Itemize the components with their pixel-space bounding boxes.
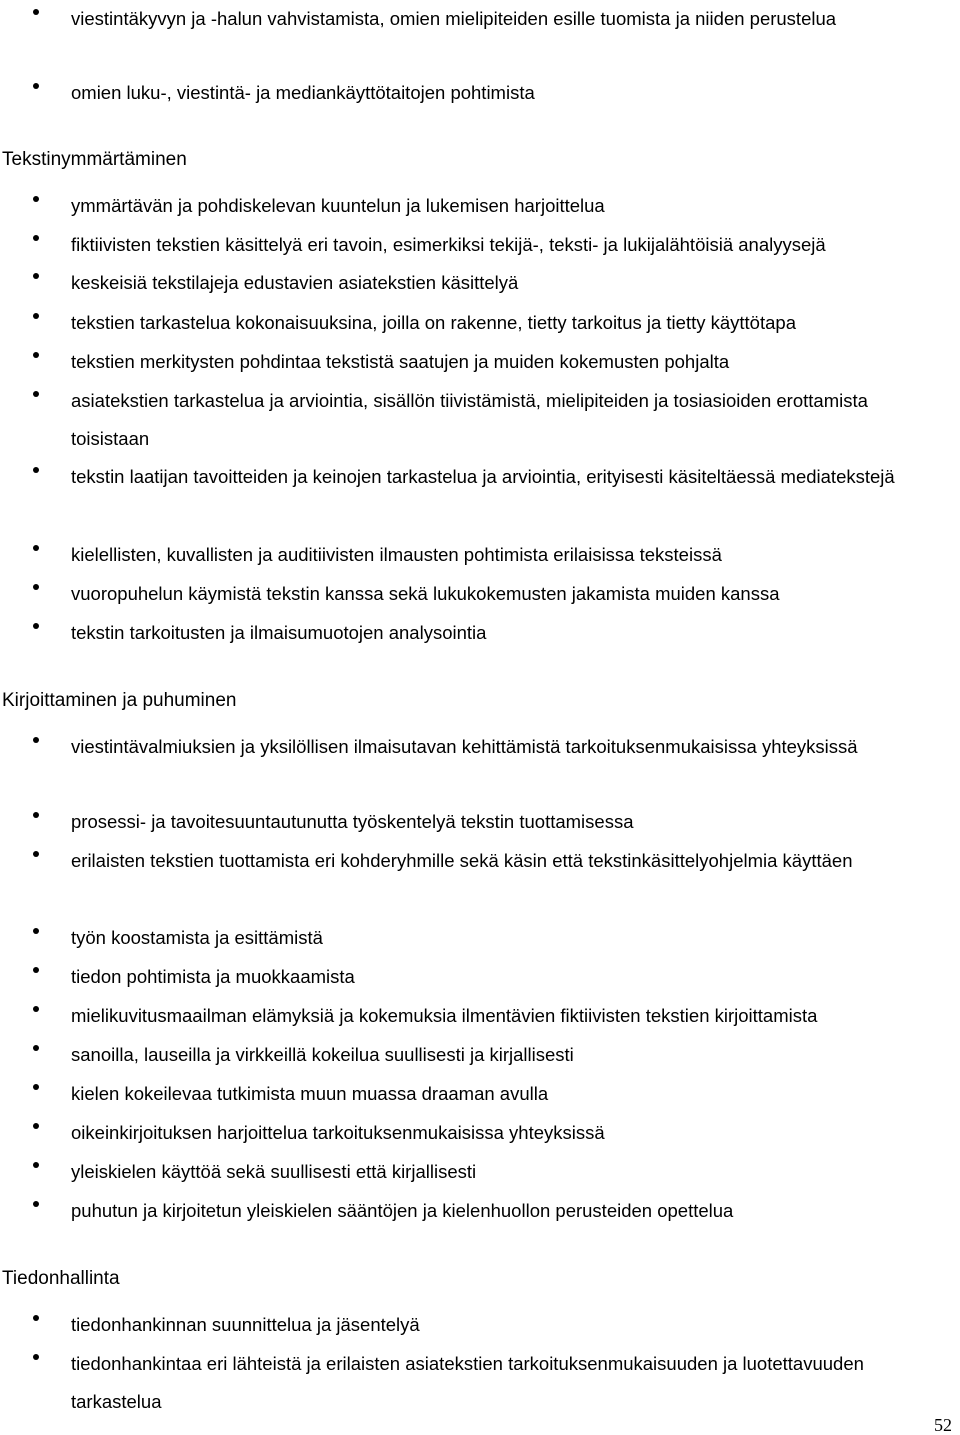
bullet-icon [33,545,39,551]
list-item-text: tekstin tarkoitusten ja ilmaisumuotojen analysointia [71,622,487,643]
bullet-icon [33,1045,39,1051]
bullet-icon [33,851,39,857]
bullet-icon [33,1354,39,1360]
bullet-icon [33,1123,39,1129]
bullet-icon [33,737,39,743]
list-item-text: viestintäkyvyn ja -halun vahvistamista, omien mielipiteiden esille tuomista ja niiden perustelua [71,8,837,29]
list-item-text: viestintävalmiuksien ja yksilöllisen ilmaisutavan kehittämistä tarkoituksenmukaisissa yhteyksissä [71,736,858,757]
section-heading: Tiedonhallinta [2,1268,120,1289]
list-item-text: asiatekstien tarkastelua ja arviointia, sisällön tiivistämistä, mielipiteiden ja tosiasioiden erottamista toisistaan [71,390,868,449]
list-item-text: tekstien merkitysten pohdintaa tekstistä saatujen ja muiden kokemusten pohjalta [71,351,730,372]
list-item-text: oikeinkirjoituksen harjoittelua tarkoituksenmukaisissa yhteyksissä [71,1122,605,1143]
list-item-text: mielikuvitusmaailman elämyksiä ja kokemuksia ilmentävien fiktiivisten tekstien kirjoittamista [71,1005,818,1026]
bullet-icon [33,9,39,15]
list-item-text: puhutun ja kirjoitetun yleiskielen sääntöjen ja kielenhuollon perusteiden opettelua [71,1200,734,1221]
list-item-text: ymmärtävän ja pohdiskelevan kuuntelun ja lukemisen harjoittelua [71,195,605,216]
bullet-icon [33,584,39,590]
bullet-icon [33,391,39,397]
list-item-text: tekstin laatijan tavoitteiden ja keinojen tarkastelua ja arviointia, erityisesti käsiteltäessä mediatekstejä [71,466,895,487]
bullet-icon [33,623,39,629]
bullet-icon [33,83,39,89]
bullet-icon [33,1162,39,1168]
bullet-icon [33,352,39,358]
list-item-text: työn koostamista ja esittämistä [71,927,323,948]
list-item-text: fiktiivisten tekstien käsittelyä eri tavoin, esimerkiksi tekijä-, teksti- ja lukijalähtöisiä analyysejä [71,234,826,255]
bullet-icon [33,812,39,818]
bullet-icon [33,928,39,934]
list-item-text: kielellisten, kuvallisten ja auditiivisten ilmausten pohtimista erilaisissa teksteissä [71,544,722,565]
list-item-text: keskeisiä tekstilajeja edustavien asiatekstien käsittelyä [71,272,519,293]
bullet-icon [33,1201,39,1207]
bullet-icon [33,235,39,241]
bullet-icon [33,313,39,319]
list-item-text: tiedonhankinnan suunnittelua ja jäsentelyä [71,1314,420,1335]
bullet-icon [33,967,39,973]
list-item-text: yleiskielen käyttöä sekä suullisesti että kirjallisesti [71,1161,477,1182]
section-heading: Kirjoittaminen ja puhuminen [2,690,237,711]
list-item-text: omien luku-, viestintä- ja mediankäyttötaitojen pohtimista [71,82,535,103]
list-item-text: tekstien tarkastelua kokonaisuuksina, joilla on rakenne, tietty tarkoitus ja tietty käyttötapa [71,312,796,333]
list-item-text: tiedonhankintaa eri lähteistä ja erilaisten asiatekstien tarkoituksenmukaisuuden ja luotettavuuden tarkastelua [71,1353,864,1412]
bullet-icon [33,467,39,473]
list-item-text: vuoropuhelun käymistä tekstin kanssa sekä lukukokemusten jakamista muiden kanssa [71,583,780,604]
bullet-icon [33,1006,39,1012]
bullet-icon [33,196,39,202]
bullet-icon [33,1315,39,1321]
list-item-text: sanoilla, lauseilla ja virkkeillä kokeilua suullisesti ja kirjallisesti [71,1044,574,1065]
list-item-text: kielen kokeilevaa tutkimista muun muassa draaman avulla [71,1083,549,1104]
list-item-text: prosessi- ja tavoitesuuntautunutta työskentelyä tekstin tuottamisessa [71,811,634,832]
list-item-text: erilaisten tekstien tuottamista eri kohderyhmille sekä käsin että tekstinkäsittelyohjelmia käyttäen [71,850,853,871]
page-number: 52 [934,1415,952,1435]
section-heading: Tekstinymmärtäminen [2,149,187,170]
bullet-icon [33,273,39,279]
list-item-text: tiedon pohtimista ja muokkaamista [71,966,355,987]
bullet-icon [33,1084,39,1090]
